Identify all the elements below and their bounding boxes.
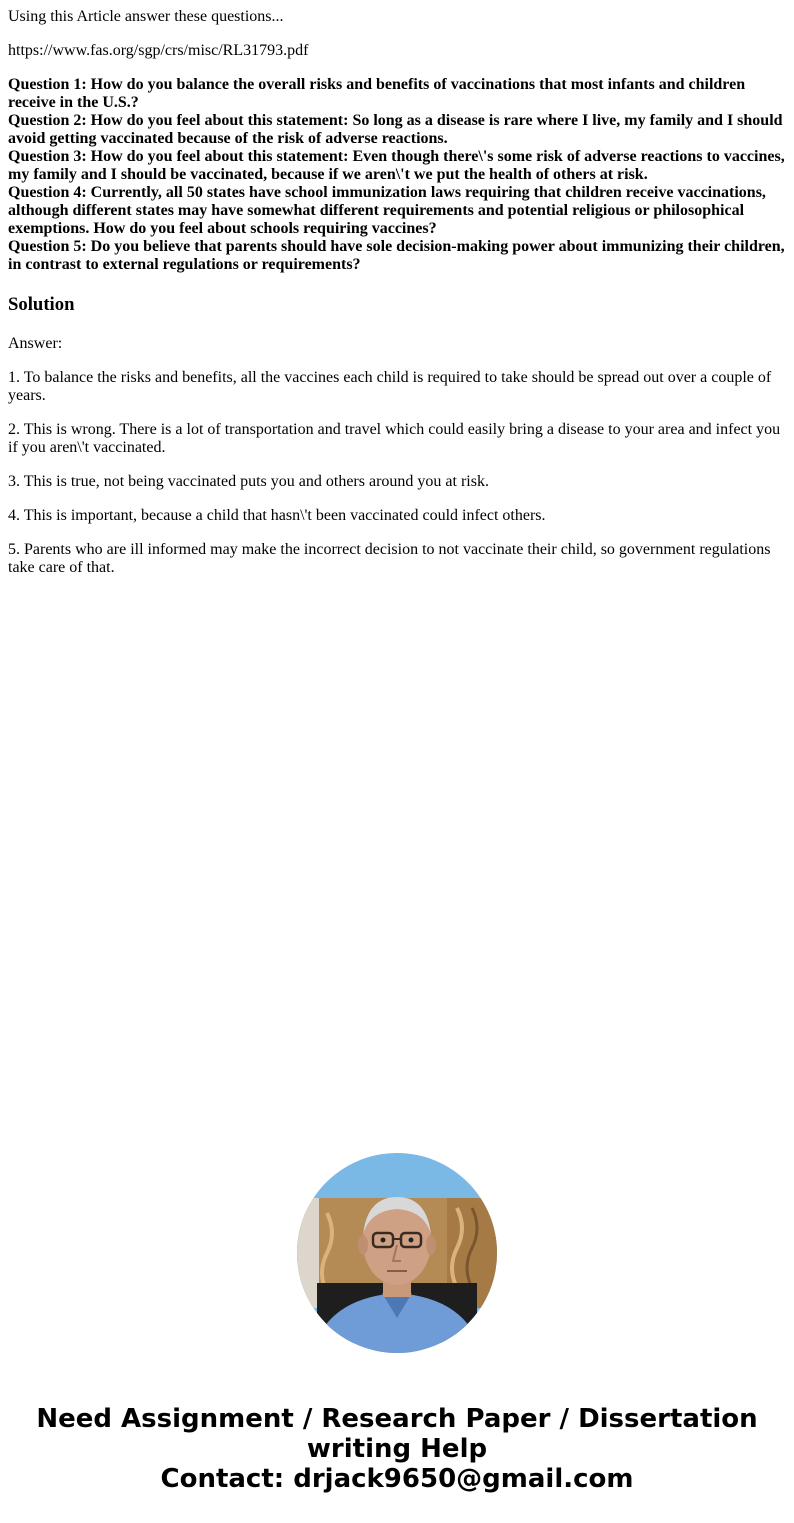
instruction-text: Using this Article answer these questions... — [8, 8, 284, 25]
question-5: Question 5: Do you believe that parents should have sole decision-making power about immunizing their children, in contrast to external regulations or requirements? — [8, 238, 785, 273]
promo-line-1: Need Assignment / Research Paper / Dissertation — [36, 1404, 758, 1434]
article-link: https://www.fas.org/sgp/crs/misc/RL31793.pdf — [8, 42, 309, 59]
answer-4: 4. This is important, because a child that hasn\'t been vaccinated could infect others. — [8, 507, 546, 524]
answer-label: Answer: — [8, 335, 63, 352]
promo-banner — [0, 1404, 794, 1494]
answer-1: 1. To balance the risks and benefits, all the vaccines each child is required to take should be spread out over a couple of years. — [8, 369, 772, 404]
promo-contact: Contact: drjack9650@gmail.com — [160, 1464, 634, 1494]
promo-line-2: writing Help — [306, 1434, 488, 1464]
question-4: Question 4: Currently, all 50 states have school immunization laws requiring that children receive vaccinations, although different states may have somewhat different requirements and potential religious or philosophical exemptions. How do you feel about schools requiring vaccines? — [8, 184, 766, 237]
author-portrait-image — [297, 1153, 497, 1353]
answer-2: 2. This is wrong. There is a lot of transportation and travel which could easily bring a disease to your area and infect you if you aren\'t vaccinated. — [8, 421, 781, 456]
author-photo — [297, 1153, 497, 1353]
question-3: Question 3: How do you feel about this statement: Even though there\'s some risk of adverse reactions to vaccines, my family and I should be vaccinated, because if we aren\'t we put the health of others at risk. — [8, 148, 785, 183]
answer-3: 3. This is true, not being vaccinated puts you and others around you at risk. — [8, 473, 489, 490]
answer-5: 5. Parents who are ill informed may make the incorrect decision to not vaccinate their child, so government regulations take care of that. — [8, 541, 771, 576]
question-2: Question 2: How do you feel about this statement: So long as a disease is rare where I live, my family and I should avoid getting vaccinated because of the risk of adverse reactions. — [8, 112, 783, 147]
document-body — [8, 8, 788, 593]
solution-heading: Solution — [8, 294, 75, 315]
question-1: Question 1: How do you balance the overall risks and benefits of vaccinations that most infants and children receive in the U.S.? — [8, 76, 746, 111]
questions-block — [8, 76, 788, 274]
